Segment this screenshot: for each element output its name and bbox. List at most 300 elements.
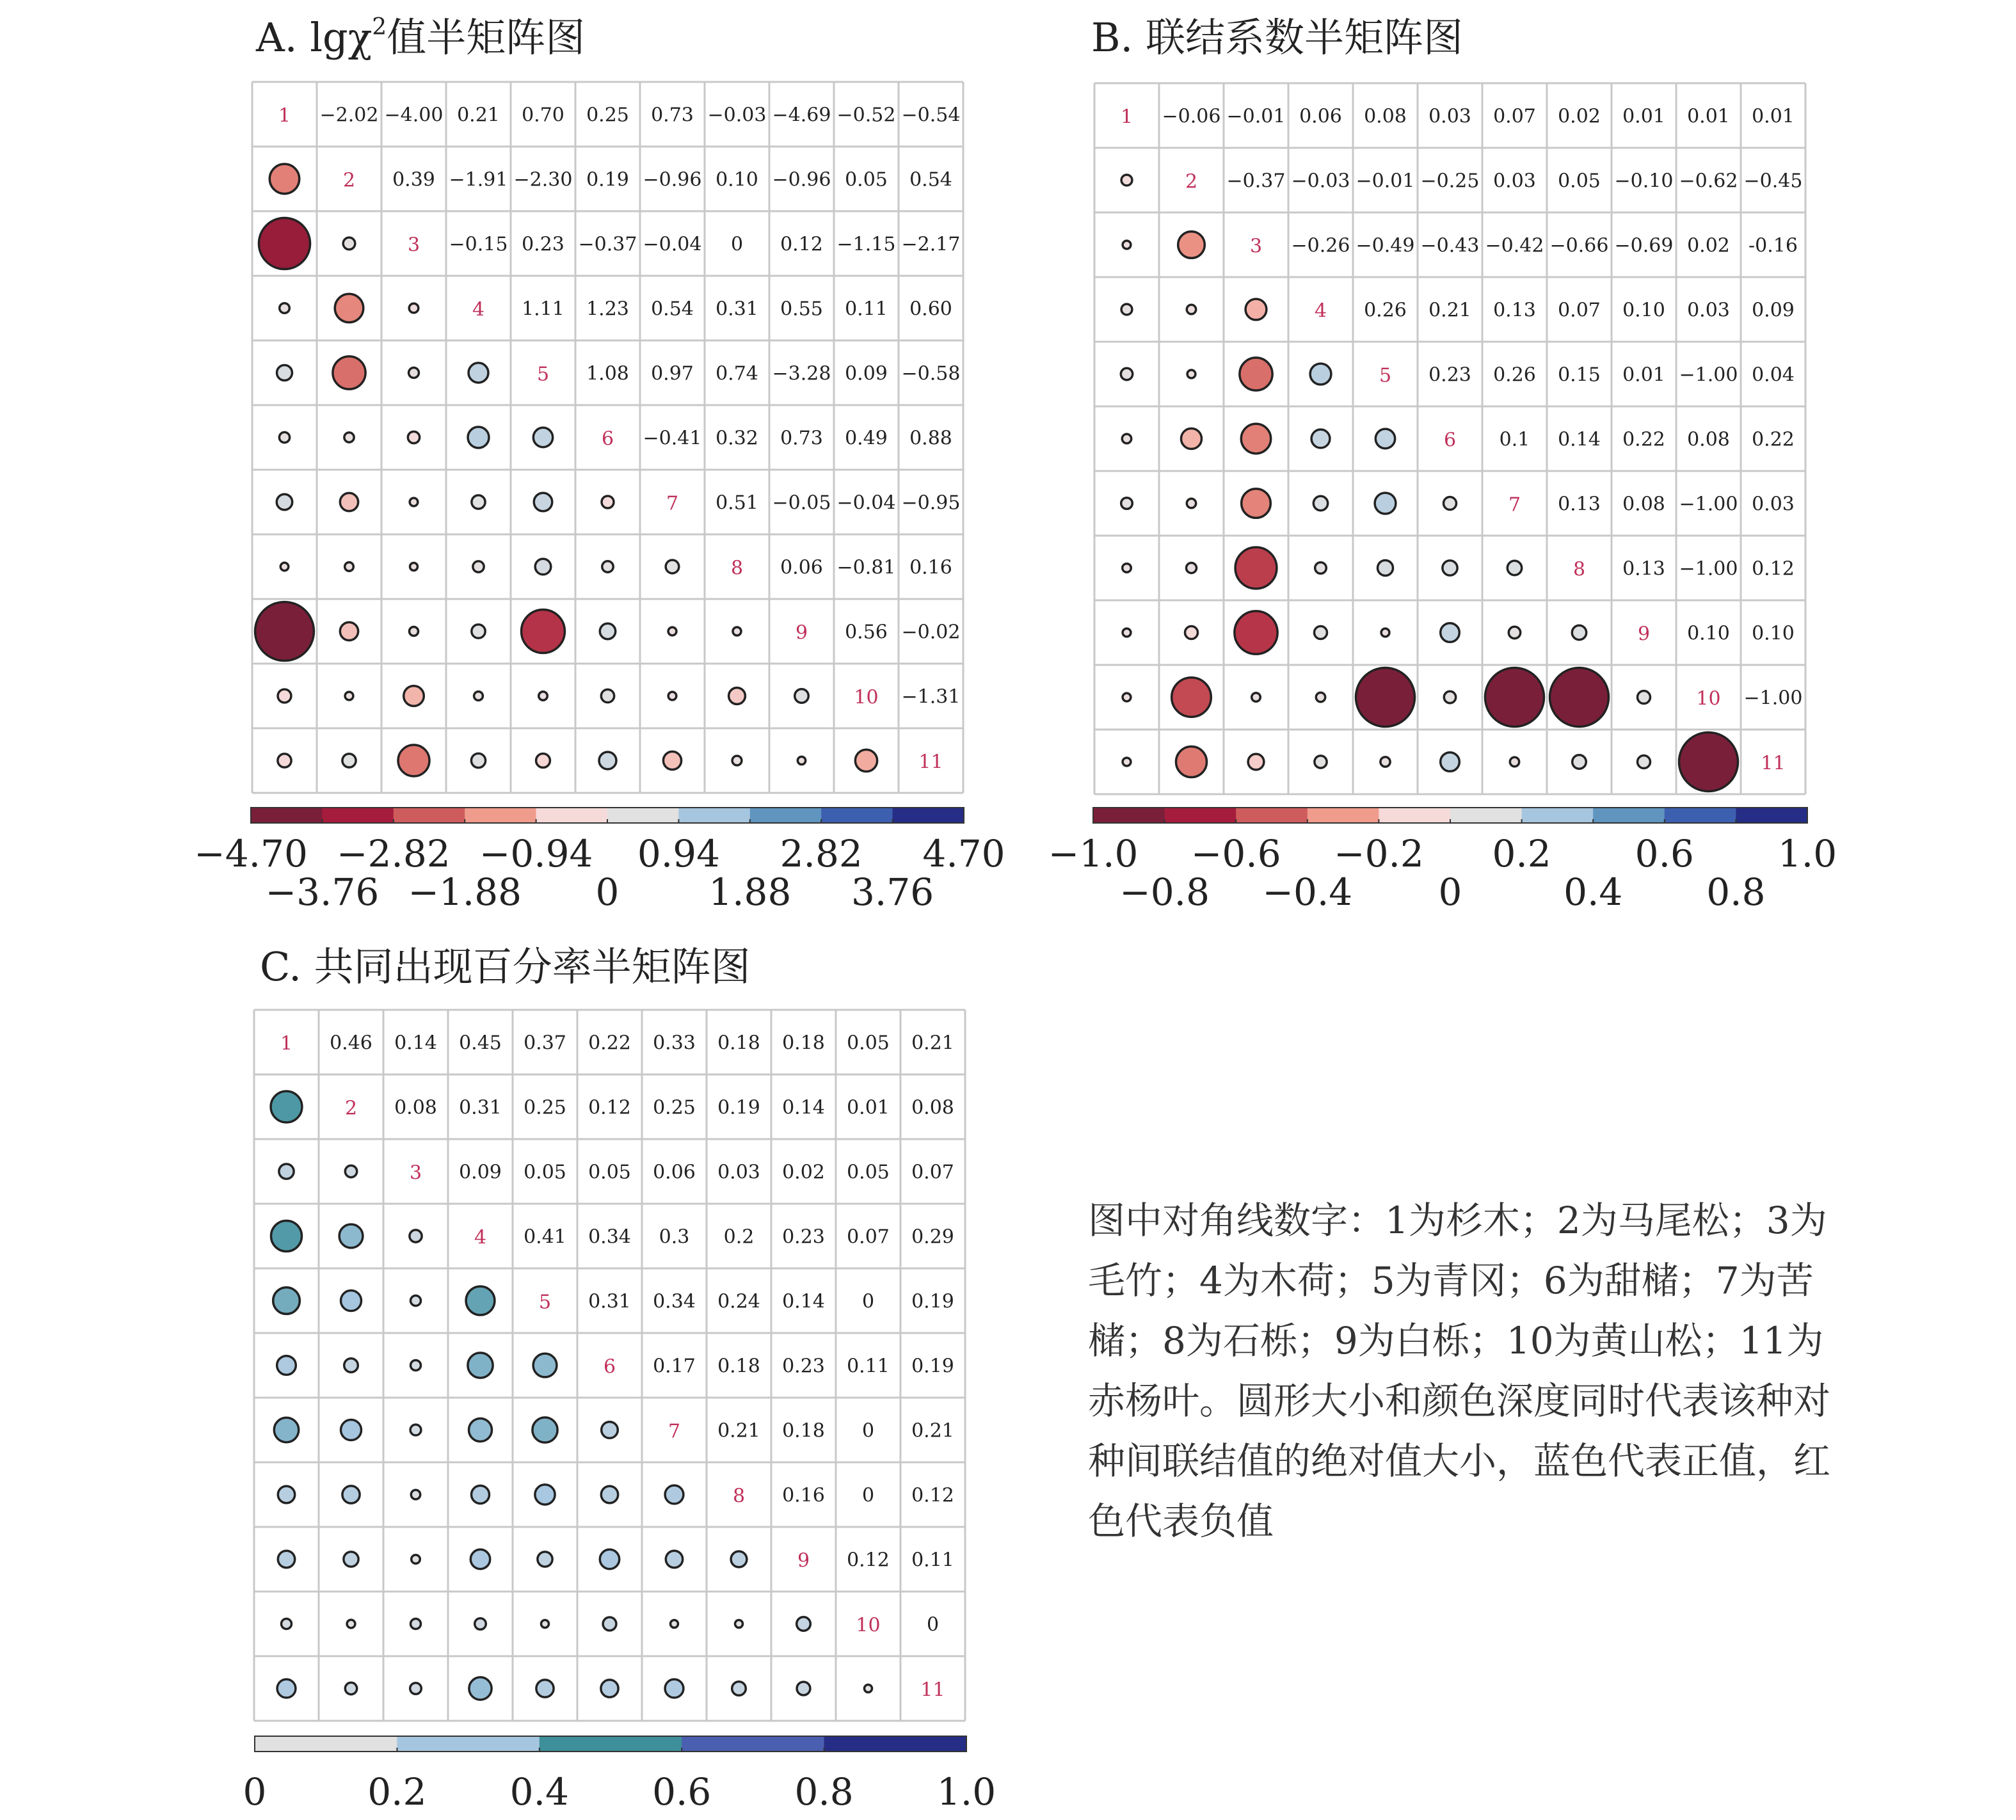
value-circle <box>398 745 429 776</box>
colorbar-segment <box>540 1736 682 1752</box>
value-circle <box>1381 628 1389 637</box>
value-circle <box>340 493 358 511</box>
value-label: 0.08 <box>394 1096 437 1119</box>
value-label: 0.21 <box>911 1032 954 1055</box>
value-circle <box>278 689 291 703</box>
value-label: −0.03 <box>1291 170 1350 193</box>
value-circle <box>342 1486 360 1503</box>
value-label: −1.15 <box>836 233 896 256</box>
value-circle <box>468 1353 493 1378</box>
colorbar-segment <box>607 808 679 823</box>
diag-label: 4 <box>474 1226 487 1249</box>
value-circle <box>412 1555 420 1564</box>
value-label: 0.34 <box>653 1290 696 1313</box>
value-label: 0.26 <box>1493 363 1536 387</box>
value-circle <box>1242 489 1271 518</box>
colorbar-tick-label: −2.82 <box>336 832 451 875</box>
value-circle <box>1510 757 1519 766</box>
value-circle <box>343 237 355 250</box>
colorbar-tick-label: 0 <box>243 1770 267 1814</box>
value-label: 0 <box>861 1290 875 1313</box>
value-circle <box>345 1165 356 1177</box>
value-label: 0.07 <box>847 1225 890 1249</box>
colorbar-segment <box>893 808 964 823</box>
value-circle <box>410 1230 422 1242</box>
value-circle <box>411 1619 421 1629</box>
value-circle <box>411 1361 421 1371</box>
value-label: −0.15 <box>449 233 508 256</box>
colorbar-tick-label: 1.88 <box>708 870 792 914</box>
colorbar-tick-label: 0.6 <box>1635 832 1694 875</box>
value-label: 0.10 <box>716 168 758 191</box>
value-circle <box>1245 299 1267 320</box>
value-circle <box>602 1422 618 1439</box>
value-label: −0.96 <box>643 168 702 191</box>
value-label: −0.43 <box>1420 234 1480 257</box>
value-label: −2.02 <box>319 104 379 127</box>
value-circle <box>1187 370 1196 378</box>
value-label: −0.69 <box>1614 234 1674 257</box>
diag-label: 11 <box>1761 752 1786 775</box>
value-label: −0.01 <box>1356 170 1415 193</box>
value-label: −0.42 <box>1485 234 1544 257</box>
value-circle <box>469 1677 492 1700</box>
colorbar-segment <box>1665 808 1736 823</box>
value-circle <box>732 756 742 765</box>
value-circle <box>1187 563 1197 573</box>
value-label: −0.62 <box>1679 170 1738 193</box>
diag-label: 9 <box>1637 623 1651 646</box>
value-circle <box>277 1356 296 1375</box>
diag-label: 10 <box>856 1614 881 1637</box>
value-circle <box>1638 691 1651 704</box>
colorbar-tick-label: 0.4 <box>509 1770 569 1814</box>
value-label: 0 <box>730 233 744 256</box>
colorbar-tick-label: −0.4 <box>1262 870 1353 914</box>
value-circle <box>1185 627 1198 639</box>
value-circle <box>522 610 565 653</box>
diag-label: 6 <box>603 1355 616 1378</box>
value-circle <box>536 1680 554 1697</box>
value-label: 0.21 <box>717 1419 760 1442</box>
value-circle <box>1123 628 1131 637</box>
value-label: −1.00 <box>1679 493 1738 516</box>
colorbar <box>1048 808 1837 914</box>
value-circle <box>341 1420 362 1441</box>
value-circle <box>535 1485 555 1505</box>
value-circle <box>1315 756 1327 768</box>
panel-2 <box>1048 14 1837 914</box>
value-circle <box>472 1486 490 1504</box>
value-circle <box>1315 563 1327 574</box>
value-label: −0.96 <box>772 168 831 191</box>
value-circle <box>1121 175 1132 186</box>
value-label: −0.25 <box>1420 170 1480 193</box>
value-label: 0.02 <box>1687 234 1730 257</box>
value-circle <box>411 1296 421 1306</box>
colorbar <box>194 808 1005 914</box>
value-circle <box>1187 499 1196 507</box>
value-label: 0.13 <box>1493 299 1536 322</box>
colorbar-segment <box>1522 808 1594 823</box>
value-circle <box>335 294 364 323</box>
diag-label: 1 <box>280 1032 293 1055</box>
value-circle <box>472 495 485 509</box>
value-circle <box>1121 368 1132 379</box>
value-circle <box>410 498 418 506</box>
value-circle <box>533 427 552 447</box>
value-circle <box>665 1485 684 1504</box>
legend-note: 图中对角线数字：1为杉木；2为马尾松；3为毛竹；4为木荷；5为青冈；6为甜槠；7为苦槠；8为石栎；9为白栎；10为黄山松；11为赤杨叶。圆形大小和颜色深度同时代表该种对种间联结值的绝对值大小，蓝色代表正值，红色代表负值 <box>1088 1199 1831 1543</box>
colorbar-tick-label: −4.70 <box>194 832 308 875</box>
value-label: 0.04 <box>1752 363 1795 387</box>
colorbar-segment <box>1308 808 1379 823</box>
value-label: −0.04 <box>836 491 896 515</box>
value-label: 0.31 <box>716 298 758 321</box>
colorbar-segment <box>750 808 822 823</box>
diag-label: 5 <box>536 363 550 386</box>
value-label: 0.08 <box>911 1096 954 1119</box>
value-label: 0.23 <box>782 1225 825 1249</box>
value-label: 0.03 <box>1687 299 1730 322</box>
value-circle <box>344 1552 358 1567</box>
value-circle <box>1507 561 1521 575</box>
value-circle <box>1375 429 1395 448</box>
value-circle <box>410 563 418 571</box>
value-label: 0.13 <box>1622 557 1665 580</box>
panel-title: A. lgχ$^2$值半矩阵图 <box>256 14 586 61</box>
value-circle <box>1638 756 1651 769</box>
value-label: 0.18 <box>782 1419 825 1442</box>
value-circle <box>471 753 485 767</box>
value-circle <box>347 1620 355 1628</box>
value-label: 0.14 <box>782 1290 825 1313</box>
value-label: 0.11 <box>847 1355 890 1378</box>
value-circle <box>1181 429 1202 449</box>
value-circle <box>410 1683 422 1695</box>
value-label: 0.16 <box>909 556 952 579</box>
value-label: 0.12 <box>588 1096 631 1119</box>
value-label: 0.29 <box>911 1225 954 1249</box>
value-label: 0.06 <box>1299 105 1342 128</box>
value-label: −0.03 <box>707 104 767 127</box>
value-circle <box>671 1620 678 1628</box>
value-circle <box>280 303 290 314</box>
value-circle <box>532 1417 557 1442</box>
value-circle <box>1572 625 1586 639</box>
value-label: 0.18 <box>782 1032 825 1055</box>
colorbar-segment <box>255 1736 397 1752</box>
value-label: 0.55 <box>780 298 823 321</box>
value-label: 0.34 <box>588 1225 631 1249</box>
value-label: 0.3 <box>659 1225 690 1249</box>
value-circle <box>468 363 488 383</box>
value-label: 0.73 <box>780 427 823 450</box>
value-label: 0.25 <box>524 1096 566 1119</box>
value-circle <box>279 1164 294 1179</box>
value-label: 0.10 <box>1752 622 1795 645</box>
value-circle <box>541 1620 549 1628</box>
value-label: 1.23 <box>586 298 629 321</box>
value-circle <box>470 1549 490 1569</box>
colorbar-segment <box>394 808 465 823</box>
colorbar-segment <box>251 808 323 823</box>
colorbar-segment <box>678 808 750 823</box>
value-label: 0.09 <box>1752 299 1795 322</box>
value-label: −0.66 <box>1549 234 1609 257</box>
value-circle <box>269 164 299 193</box>
value-circle <box>729 688 746 705</box>
value-circle <box>468 427 489 448</box>
value-label: −0.52 <box>836 104 896 127</box>
value-circle <box>342 754 356 767</box>
value-label: −0.10 <box>1614 170 1674 193</box>
value-label: 0.39 <box>392 168 435 191</box>
value-circle <box>1441 623 1460 643</box>
diag-label: 3 <box>407 234 420 257</box>
value-label: 0.15 <box>1558 363 1601 387</box>
value-circle <box>601 1486 618 1503</box>
value-circle <box>1508 627 1520 638</box>
value-circle <box>339 1224 363 1248</box>
value-label: 0.73 <box>651 104 694 127</box>
value-label: 0.11 <box>911 1549 954 1572</box>
colorbar-tick-label: 4.70 <box>922 832 1005 875</box>
value-circle <box>474 692 483 701</box>
value-circle <box>1316 692 1325 701</box>
value-label: 0.41 <box>524 1225 566 1249</box>
colorbar-segment <box>1093 808 1165 823</box>
value-circle <box>344 1359 358 1373</box>
value-label: 0.12 <box>780 233 823 256</box>
diag-label: 2 <box>344 1097 358 1120</box>
value-circle <box>1444 497 1457 510</box>
value-label: 0.22 <box>588 1032 631 1055</box>
value-circle <box>1172 678 1212 717</box>
value-circle <box>282 1619 292 1629</box>
value-label: 0.12 <box>847 1549 890 1572</box>
value-circle <box>1123 564 1132 573</box>
value-circle <box>1679 733 1738 792</box>
value-label: 1.11 <box>522 298 564 321</box>
value-circle <box>273 1288 300 1314</box>
value-circle <box>1178 232 1205 259</box>
value-circle <box>535 559 551 575</box>
value-label: 0.05 <box>524 1161 566 1184</box>
value-circle <box>1248 754 1264 770</box>
value-circle <box>1311 429 1330 448</box>
value-circle <box>472 625 485 638</box>
value-label: 0.03 <box>1428 105 1471 128</box>
value-circle <box>277 365 292 381</box>
value-label: 0.17 <box>653 1355 696 1378</box>
colorbar-segment <box>1236 808 1308 823</box>
value-label: 0.08 <box>1622 493 1665 516</box>
value-circle <box>602 561 613 572</box>
diag-label: 8 <box>732 1485 746 1508</box>
value-circle <box>797 1682 810 1695</box>
value-circle <box>469 1419 492 1442</box>
value-circle <box>259 218 310 269</box>
value-label: 0.01 <box>1752 105 1795 128</box>
value-label: 1.08 <box>586 362 629 385</box>
value-label: 0.02 <box>782 1161 825 1184</box>
value-label: −0.06 <box>1162 105 1221 128</box>
value-label: −0.95 <box>901 491 961 515</box>
value-circle <box>735 1620 743 1628</box>
value-label: 0.03 <box>1493 170 1536 193</box>
value-circle <box>1235 547 1277 589</box>
value-circle <box>345 692 353 700</box>
value-label: 0.56 <box>845 621 888 644</box>
value-circle <box>344 433 354 442</box>
value-label: −0.37 <box>578 233 637 256</box>
value-label: 0.74 <box>716 362 758 385</box>
value-label: 0.06 <box>780 556 823 579</box>
value-label: −0.58 <box>901 362 961 385</box>
colorbar <box>243 1736 996 1814</box>
value-label: 0.45 <box>459 1032 502 1055</box>
value-label: 0.01 <box>847 1096 890 1119</box>
diag-label: 7 <box>666 492 679 515</box>
value-circle <box>1550 668 1609 727</box>
colorbar-tick-label: 1.0 <box>936 1770 996 1814</box>
value-label: 0.01 <box>1622 363 1665 387</box>
value-circle <box>1375 493 1396 514</box>
value-label: 0.21 <box>457 104 500 127</box>
value-circle <box>1235 611 1277 654</box>
value-label: 0.49 <box>845 427 888 450</box>
colorbar-tick-label: 0 <box>1438 870 1462 914</box>
colorbar-tick-label: 0.6 <box>652 1770 712 1814</box>
diag-label: 7 <box>1508 493 1521 516</box>
diag-label: 6 <box>601 427 614 451</box>
value-circle <box>1380 757 1390 767</box>
value-label: 0.23 <box>522 233 564 256</box>
colorbar-tick-label: 0.94 <box>637 832 720 875</box>
value-circle <box>601 689 614 702</box>
value-label: 0.05 <box>588 1161 631 1184</box>
value-label: −2.30 <box>513 168 573 191</box>
value-label: 0.25 <box>586 104 629 127</box>
diag-label: 1 <box>1120 106 1133 129</box>
value-circle <box>1122 434 1131 443</box>
value-label: 0.25 <box>653 1096 696 1119</box>
colorbar-tick-label: 0 <box>595 870 620 914</box>
value-circle <box>536 754 550 768</box>
colorbar-segment <box>465 808 536 823</box>
value-label: 0.19 <box>911 1290 954 1313</box>
value-label: 0.2 <box>723 1225 755 1249</box>
value-label: 0.06 <box>653 1161 696 1184</box>
value-label: 0.32 <box>716 427 758 450</box>
colorbar-tick-label: 1.0 <box>1777 832 1837 875</box>
value-circle <box>274 1417 298 1442</box>
value-circle <box>665 1679 684 1698</box>
value-circle <box>1121 498 1133 509</box>
value-label: 0.23 <box>782 1355 825 1378</box>
value-label: 0.88 <box>909 427 952 450</box>
value-circle <box>733 627 741 635</box>
value-circle <box>411 1490 420 1499</box>
value-circle <box>278 1551 294 1567</box>
value-label: 0.46 <box>330 1032 372 1055</box>
value-label: 0.08 <box>1687 428 1730 451</box>
value-label: 0.14 <box>1558 428 1601 451</box>
value-label: 0.10 <box>1687 622 1730 645</box>
diag-label: 9 <box>797 1549 810 1572</box>
panel-title: C. 共同出现百分率半矩阵图 <box>260 943 751 990</box>
value-label: 0.05 <box>847 1161 890 1184</box>
value-label: −1.00 <box>1679 363 1738 387</box>
value-circle <box>475 1618 486 1630</box>
value-circle <box>271 1221 302 1252</box>
colorbar-tick-label: −0.2 <box>1333 832 1424 875</box>
value-circle <box>538 1552 552 1567</box>
value-circle <box>1572 755 1587 769</box>
value-circle <box>410 1425 421 1435</box>
value-circle <box>276 494 292 509</box>
colorbar-tick-label: 0.2 <box>1492 832 1551 875</box>
colorbar-segment <box>1736 808 1807 823</box>
value-circle <box>278 754 291 767</box>
value-circle <box>1240 358 1272 390</box>
value-label: −0.81 <box>836 556 896 579</box>
colorbar-tick-label: 0.2 <box>367 1770 427 1814</box>
colorbar-tick-label: −1.88 <box>408 870 522 914</box>
value-label: 0.70 <box>522 104 564 127</box>
diag-label: 4 <box>1314 299 1327 323</box>
value-label: 0.10 <box>1622 299 1665 322</box>
value-label: 0.07 <box>911 1161 954 1184</box>
value-label: 0.16 <box>782 1484 825 1507</box>
value-circle <box>1123 758 1131 766</box>
diag-label: 11 <box>918 751 943 774</box>
diag-label: 2 <box>342 169 356 192</box>
value-label: −1.00 <box>1679 557 1738 580</box>
diag-label: 3 <box>1249 235 1263 258</box>
value-circle <box>408 431 419 443</box>
value-circle <box>797 1617 811 1631</box>
value-circle <box>855 749 877 771</box>
value-circle <box>600 1549 619 1569</box>
panel-title: B. 联结系数半矩阵图 <box>1091 14 1463 61</box>
diag-label: 10 <box>854 686 879 709</box>
value-circle <box>1123 241 1131 249</box>
colorbar-tick-label: −3.76 <box>265 870 380 914</box>
value-circle <box>1441 753 1460 772</box>
value-label: −3.28 <box>772 362 831 385</box>
diag-label: 2 <box>1185 170 1198 193</box>
colorbar-segment <box>682 1736 824 1752</box>
value-circle <box>333 356 365 389</box>
value-circle <box>345 1682 356 1694</box>
value-circle <box>731 1551 747 1567</box>
diag-label: 10 <box>1696 687 1721 710</box>
value-label: −0.05 <box>772 491 831 515</box>
diag-label: 5 <box>1379 364 1392 387</box>
value-label: 0.18 <box>717 1032 760 1055</box>
value-label: 0.03 <box>1752 493 1795 516</box>
diag-label: 7 <box>668 1420 681 1443</box>
value-label: 0.60 <box>909 298 952 321</box>
value-circle <box>533 1353 557 1377</box>
diag-label: 3 <box>409 1161 422 1185</box>
value-label: −0.41 <box>643 427 702 450</box>
colorbar-segment <box>1593 808 1665 823</box>
value-label: 0.51 <box>716 491 758 515</box>
value-circle <box>1356 668 1415 727</box>
